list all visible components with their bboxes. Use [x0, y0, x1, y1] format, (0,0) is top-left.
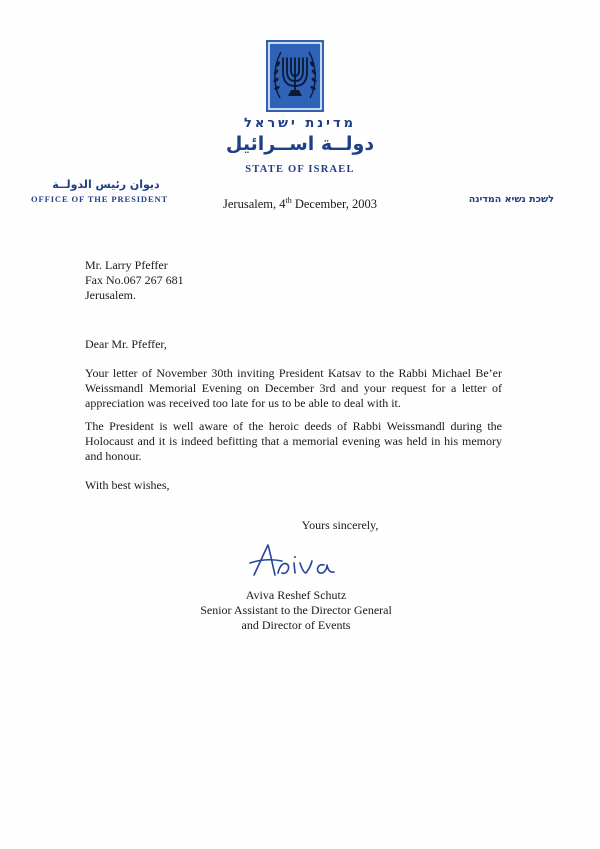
english-state-name: STATE OF ISRAEL: [245, 164, 355, 175]
date-suffix: th: [285, 196, 292, 205]
menorah-emblem-icon: [266, 40, 324, 112]
recipient-name: Mr. Larry Pfeffer: [85, 258, 168, 272]
closing-line: With best wishes,: [85, 478, 170, 492]
english-office-name: OFFICE OF THE PRESIDENT: [31, 194, 169, 204]
signer-title-1: Senior Assistant to the Director General: [200, 603, 392, 617]
hebrew-state-name: מדינת ישראל: [243, 116, 356, 131]
recipient-address: [85, 258, 184, 303]
signature-block: [196, 588, 396, 633]
arabic-state-name: دولــة اســرائيل: [225, 133, 375, 155]
handwritten-signature: [248, 537, 358, 587]
yours-sincerely: Yours sincerely,: [301, 518, 379, 532]
arabic-office-name: ديوان رئيس الدولــة: [52, 178, 160, 191]
recipient-city: Jerusalem.: [85, 288, 136, 302]
hebrew-office-name: לשכת נשיא המדינה: [468, 194, 554, 205]
recipient-fax: Fax No.067 267 681: [85, 273, 184, 287]
letter-date: [0, 196, 600, 212]
body-paragraph-2: The President is well aware of the heroic deeds of Rabbi Weissmandl during the Holocaust and it is indeed befitting that a memorial evening was held in his memory and honour.: [85, 419, 502, 463]
salutation: Dear Mr. Pfeffer,: [85, 337, 167, 351]
signer-title-2: and Director of Events: [241, 618, 351, 632]
date-rest: December, 2003: [291, 197, 377, 212]
date-prefix: Jerusalem, 4: [223, 197, 286, 212]
signer-name: Aviva Reshef Schutz: [245, 588, 347, 602]
body-paragraph-1: Your letter of November 30th inviting President Katsav to the Rabbi Michael Be’er Weissmandl Memorial Evening on December 3rd and your request for a letter of appreciation was received too late for us to be able to deal with it.: [85, 366, 502, 410]
